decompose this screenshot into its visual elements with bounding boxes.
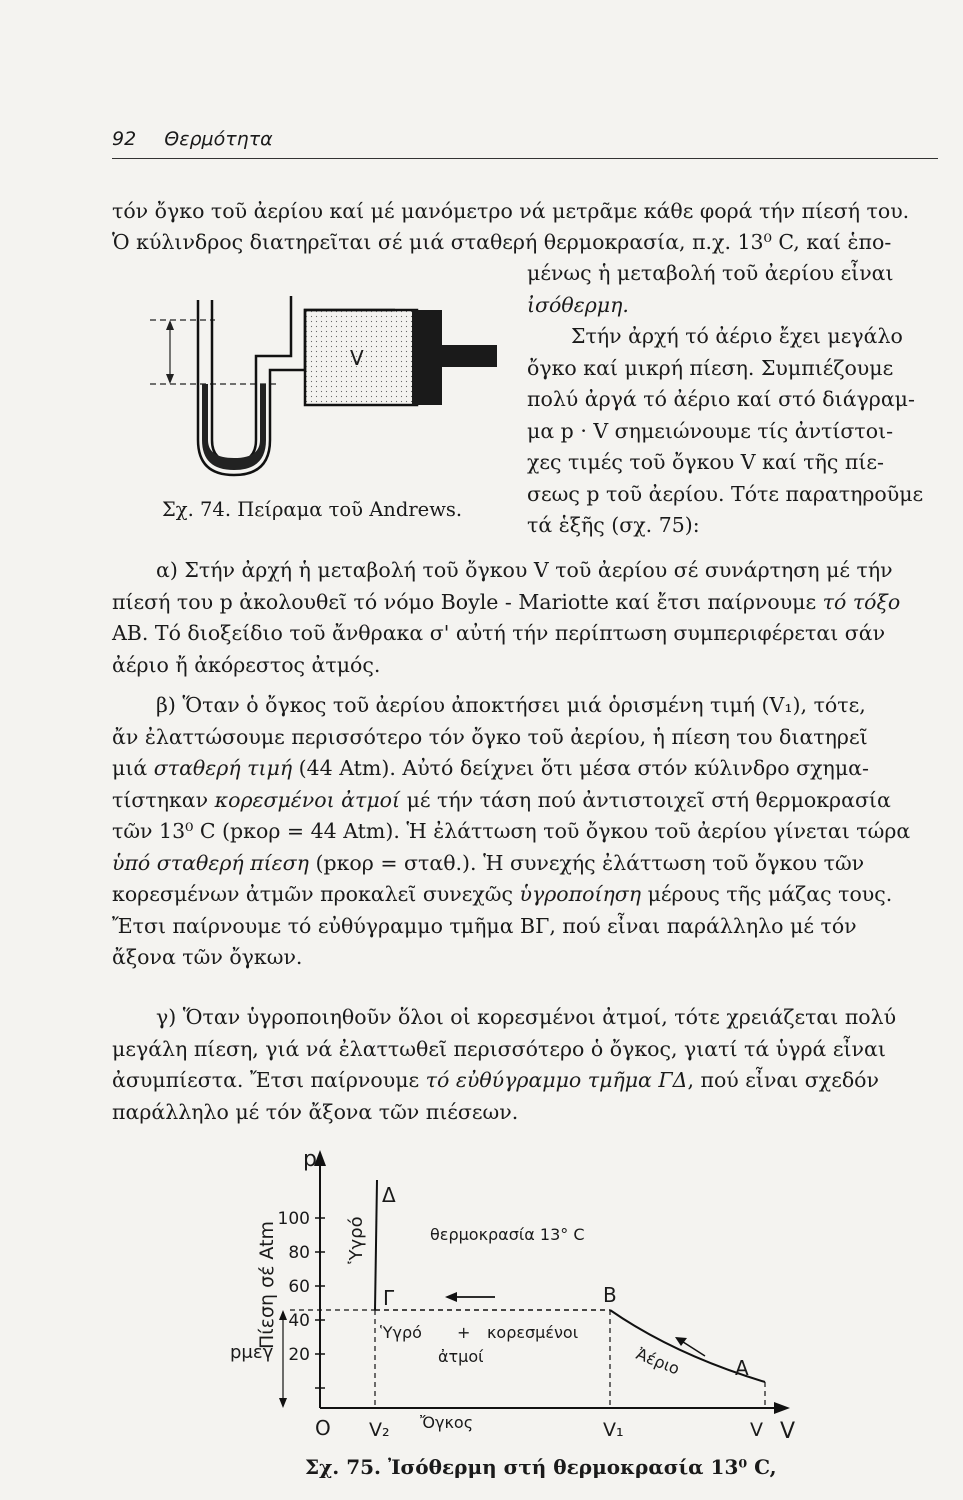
rc-line-2: ἰσόθερμη. [527,292,629,317]
region-liquid-label: Ὑγρό [346,1216,367,1264]
pb-line-8: Ἔτσι παίρνουμε τό εὐθύγραμμο τμῆμα ΒΓ, πού εἶναι παράλληλο μέ τόν [112,913,857,938]
right-column-text [527,258,938,542]
pc-line-4: παράλληλο μέ τόν ἄξονα τῶν πιέσεων. [112,1099,519,1124]
pb-line-7: κορεσμένων ἀτμῶν προκαλεῖ συνεχῶς ὑγροποίηση μέρους τῆς μάζας τους. [112,882,893,906]
point-gamma: Γ [383,1286,395,1310]
v2-label: V₂ [369,1419,390,1441]
pb-line-2: ἄν ἐλαττώσουμε περισσότερο τόν ὄγκο τοῦ ἀερίου, ἡ πίεση του διατηρεῖ [112,724,868,749]
region-mix-plus: + [457,1323,471,1342]
rc-line-6: μα p · V σημειώνουμε τίς ἀντίστοι- [527,418,894,443]
pa-line-3: AB. Τό διοξείδιο τοῦ ἄνθρακα σ' αὐτή τήν περίπτωση συμπεριφέρεται σάν [112,621,886,645]
region-mix-saturated: κορεσμένοι [487,1323,579,1342]
v-end-label: V [750,1419,763,1441]
point-delta: Δ [382,1183,396,1207]
temperature-label: θερμοκρασία 13° C [430,1225,585,1244]
y-axis-title: Πίεση σέ Atm [256,1220,278,1350]
y-tick-40: 40 [288,1311,310,1331]
intro-line-2: Ὁ κύλινδρος διατηρεῖται σέ μιά σταθερή θερμοκρασία, π.χ. 13⁰ C, καί ἑπο- [112,230,892,254]
page-number: 92 [112,128,137,150]
label-v: V [350,346,364,370]
chapter-title: Θερμότητα [164,128,273,150]
point-beta: Β [603,1283,617,1307]
paragraph-a [112,555,938,681]
arrow-up-left [680,1340,705,1356]
rc-line-9: τά ἑξῆς (σχ. 75): [527,513,700,537]
paragraph-c [112,1002,938,1128]
pb-line-1: β) Ὅταν ὁ ὄγκος τοῦ ἀερίου ἀποκτήσει μιά ὁρισμένη τιμή (V₁), τότε, [156,693,866,717]
figure-75-isotherm [225,1140,825,1445]
x-axis-title: Ὄγκος [420,1413,474,1432]
curve-gamma-delta [375,1180,377,1310]
region-mix-vapour: ἀτμοί [438,1347,484,1366]
pb-line-5: τῶν 13⁰ C (pκορ = 44 Atm). Ἡ ἐλάττωση τοῦ ὄγκου τοῦ ἀερίου γίνεται τώρα [112,819,911,843]
y-ticks [278,1209,325,1388]
v1-label: V₁ [603,1419,624,1441]
page-header [112,128,938,150]
y-tick-80: 80 [288,1243,310,1263]
u-tube-inner [212,296,291,462]
pa-line-4: ἀέριο ἤ ἀκόρεστος ἀτμός. [112,652,381,677]
pa-line-2: πίεσή του p ἀκολουθεῖ τό νόμο Boyle - Mariotte καί ἔτσι παίρνουμε τό τόξο [112,589,901,614]
p-meg-label: pμεγ [230,1342,274,1363]
rc-line-8: σεως p τοῦ ἀερίου. Τότε παρατηροῦμε [527,481,924,506]
rc-line-1: μένως ἡ μεταβολή τοῦ ἀερίου εἶναι [527,261,894,285]
pb-line-6: ὑπό σταθερή πίεση (pκορ = σταθ.). Ἡ συνεχής ἐλάττωση τοῦ ὄγκου τῶν [112,850,865,875]
region-gas-label: Ἀέριο [633,1344,683,1379]
pb-line-3: μιά σταθερή τιμή (44 Atm). Αὐτό δείχνει ὅτι μέσα στόν κύλινδρο σχημα- [112,756,869,780]
x-axis-arrow [774,1402,790,1414]
intro-line-1: τόν ὄγκο τοῦ ἀερίου καί μέ μανόμετρο νά μετρᾶμε κάθε φορά τήν πίεσή του. [112,199,910,223]
rc-line-7: χες τιμές τοῦ ὄγκου V καί τῆς πίε- [527,450,884,474]
rc-line-4: ὄγκο καί μικρή πίεση. Συμπιέζουμε [527,355,894,380]
point-alpha: Α [735,1356,749,1380]
piston-rod [442,345,497,367]
rc-line-5: πολύ ἀργά τό ἀέριο καί στό διάγραμ- [527,387,915,411]
rc-line-3: Στήν ἀρχή τό ἀέριο ἔχει μεγάλο [571,324,903,348]
y-axis-symbol: p [303,1147,317,1172]
origin-label: O [315,1416,331,1440]
figure-74-caption: Σχ. 74. Πείραμα τοῦ Andrews. [162,498,463,521]
pc-line-3: ἀσυμπίεστα. Ἔτσι παίρνουμε τό εὐθύγραμμο τμῆμα ΓΔ, πού εἶναι σχεδόν [112,1068,879,1092]
pc-line-1: γ) Ὅταν ὑγροποιηθοῦν ὅλοι οἱ κορεσμένοι ἀτμοί, τότε χρειάζεται πολύ [156,1005,897,1029]
header-rule [112,158,938,159]
figure-74-andrews-apparatus [150,290,510,490]
pa-line-1: α) Στήν ἀρχή ἡ μεταβολή τοῦ ὄγκου V τοῦ ἀερίου σέ συνάρτηση μέ τήν [156,558,893,582]
region-mix-liquid: Ὑγρό [380,1323,422,1342]
x-axis-symbol: V [780,1419,796,1444]
paragraph-b [112,690,938,974]
y-tick-60: 60 [288,1277,310,1297]
pc-line-2: μεγάλη πίεση, γιά νά ἐλαττωθεῖ περισσότερο ὁ ὄγκος, γιατί τά ὑγρά εἶναι [112,1036,886,1061]
piston [412,310,442,405]
y-tick-100: 100 [277,1209,310,1229]
pb-line-9: ἄξονα τῶν ὄγκων. [112,945,303,969]
figure-75-caption: Σχ. 75. Ἰσόθερμη στή θερμοκρασία 13⁰ C, [305,1455,777,1479]
pb-line-4: τίστηκαν κορεσμένοι ἀτμοί μέ τήν τάση πού ἀντιστοιχεῖ στή θερμοκρασία [112,787,891,812]
y-tick-20: 20 [288,1345,310,1365]
